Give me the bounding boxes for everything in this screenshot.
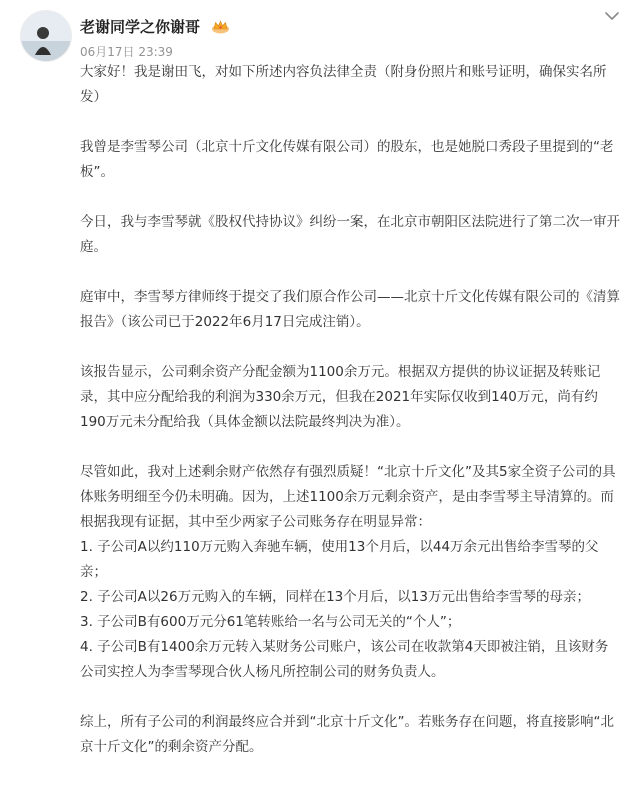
crown-badge-icon <box>211 19 230 34</box>
avatar-photo-icon <box>21 11 71 61</box>
post-body <box>80 60 620 785</box>
author-name-text[interactable]: 老谢同学之你谢哥 <box>80 18 201 36</box>
post-menu-button[interactable] <box>602 8 622 24</box>
paragraph-doubts: 尽管如此，我对上述剩余财产依然存有强烈质疑！“北京十斤文化”及其5家全资子公司的具体账务明细至今仍未明确。因为，上述1100余万元剩余资产，是由李雪琴主导清算的。而根据我现有证据，其中至少两家子公司账务存在明显异常： <box>80 464 616 530</box>
list-item: 2. 子公司A以26万元购入的车辆，同样在13个月后，以13万元出售给李雪琴的母亲； <box>80 589 590 605</box>
paragraph-liquidation-report: 庭审中，李雪琴方律师终于提交了我们原合作公司——北京十斤文化传媒有限公司的《清算报告》（该公司已于2022年6月17日完成注销）。 <box>80 289 620 330</box>
author-name[interactable] <box>80 16 230 37</box>
paragraph-identity: 我曾是李雪琴公司（北京十斤文化传媒有限公司）的股东，也是她脱口秀段子里提到的“老板”。 <box>80 139 614 180</box>
anomaly-list <box>80 535 620 685</box>
paragraph-conclusion: 综上，所有子公司的利润最终应合并到“北京十斤文化”。若账务存在问题，将直接影响“北京十斤文化”的剩余资产分配。 <box>80 714 614 755</box>
paragraph-trial: 今日，我与李雪琴就《股权代持协议》纠纷一案，在北京市朝阳区法院进行了第二次一审开庭。 <box>80 214 620 255</box>
list-item: 1. 子公司A以约110万元购入奔驰车辆，使用13个月后，以44万余元出售给李雪琴的父亲； <box>80 539 599 580</box>
paragraph-asset-distribution: 该报告显示，公司剩余资产分配金额为1100余万元。根据双方提供的协议证据及转账记录，其中应分配给我的利润为330余万元，但我在2021年实际仅收到140万元，尚有约190万元未分配给我（具体金额以法院最终判决为准）。 <box>80 364 601 430</box>
list-item: 4. 子公司B有1400余万元转入某财务公司账户，该公司在收款第4天即被注销，且该财务公司实控人为李雪琴现合伙人杨凡所控制公司的财务负责人。 <box>80 639 609 680</box>
avatar[interactable] <box>20 10 72 62</box>
list-item: 3. 子公司B有600万元分61笔转账给一名与公司无关的“个人”； <box>80 614 461 630</box>
paragraph-intro: 大家好！我是谢田飞，对如下所述内容负法律全责（附身份照片和账号证明，确保实名所发） <box>80 64 607 105</box>
post-timestamp[interactable]: 06月17日 23:39 <box>80 45 173 59</box>
chevron-down-icon <box>602 8 622 24</box>
